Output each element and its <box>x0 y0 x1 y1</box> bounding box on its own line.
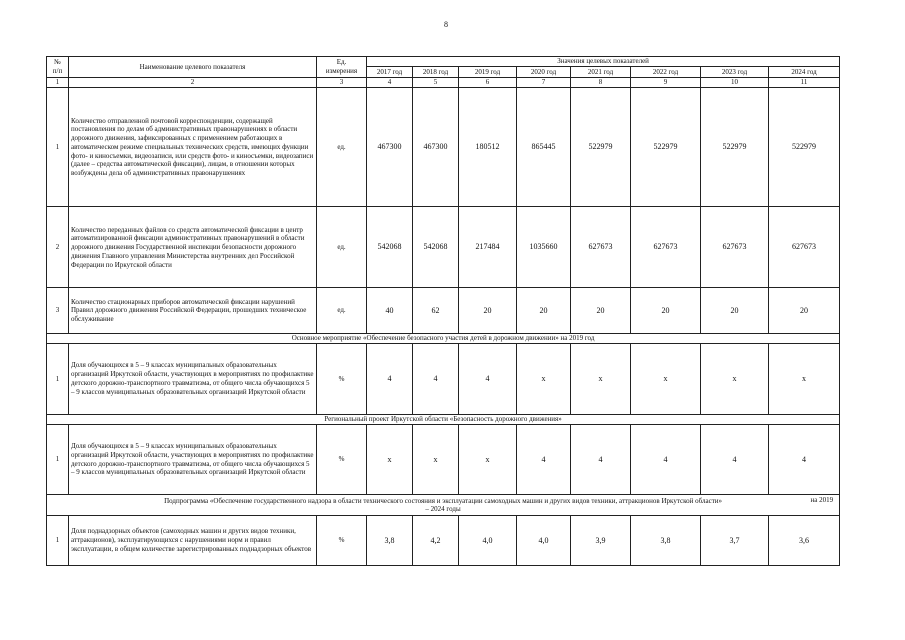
header-unit-text: Ед. <box>336 58 347 67</box>
value-cell: 20 <box>571 288 631 334</box>
value-cell: 522979 <box>769 88 840 207</box>
value-cell: 20 <box>631 288 701 334</box>
table-row <box>47 516 840 566</box>
indicator-name: Количество переданных файлов со средств автоматической фиксации в центр автоматизированной фиксации административных правонарушений в области дорожного движения Государственной инспекции безопасности дорожного движения Главного управления Министерства внутренних дел Российской Федерации по Иркутской области <box>69 207 317 288</box>
indicator-name: Доля поднадзорных объектов (самоходных машин и других видов техники, аттракционов), эксплуатирующихся с нарушениями норм и правил эксплуатации, в общем количестве зарегистрированных поднадзорных объектов <box>69 516 317 566</box>
value-cell: 3,8 <box>631 516 701 566</box>
col-number: 7 <box>517 77 571 87</box>
value-cell: 217484 <box>459 207 517 288</box>
value-cell: х <box>413 424 459 495</box>
subprogram-title-line1: Подпрограмма «Обеспечение государственного надзора в области технического состояния и эксплуатации самоходных машин и других видов техники, аттракционов Иркутской области» <box>164 496 723 505</box>
value-cell: 627673 <box>769 207 840 288</box>
indicator-name: Доля обучающихся в 5 – 9 классах муниципальных образовательных организаций Иркутской области, участвующих в мероприятиях по профилактике детского дорожно-транспортного травматизма, от общего числа обучающихся 5 – 9 классов муниципальных образовательных организаций Иркутской области <box>69 344 317 415</box>
header-values-title: Значения целевых показателей <box>367 57 840 67</box>
value-cell: 40 <box>367 288 413 334</box>
header-no <box>47 57 69 78</box>
value-cell: 627673 <box>631 207 701 288</box>
header-year: 2022 год <box>631 67 701 77</box>
unit-cell: ед. <box>317 207 367 288</box>
col-number: 1 <box>47 77 69 87</box>
row-number: 1 <box>47 88 69 207</box>
value-cell: 865445 <box>517 88 571 207</box>
indicator-name: Количество стационарных приборов автоматической фиксации нарушений Правил дорожного движения Российской Федерации, прошедших техническое обслуживание <box>69 288 317 334</box>
col-number: 9 <box>631 77 701 87</box>
table-row <box>47 207 840 288</box>
value-cell: 3,7 <box>701 516 769 566</box>
row-number: 2 <box>47 207 69 288</box>
value-cell: 20 <box>769 288 840 334</box>
indicator-name: Количество отправленной почтовой корреспонденции, содержащей постановления по делам об административных правонарушениях в области дорожного движения, зафиксированных с применением работающих в автоматическом режиме специальных технических средств, имеющих функции фото- и киносъемки, видеозаписи, или средств фото- и киносъемки, видеозаписи (далее – средства автоматической фиксации), лицам, в отношении которых возбуждены дела об административных правонарушениях <box>69 88 317 207</box>
value-cell: х <box>769 344 840 415</box>
header-indicator-name: Наименование целевого показателя <box>69 57 317 78</box>
value-cell: 4,0 <box>459 516 517 566</box>
header-year: 2017 год <box>367 67 413 77</box>
value-cell: 467300 <box>413 88 459 207</box>
unit-cell: ед. <box>317 288 367 334</box>
value-cell: х <box>631 344 701 415</box>
subprogram-title-line2: – 2024 годы <box>425 505 461 514</box>
value-cell: 62 <box>413 288 459 334</box>
row-number: 1 <box>47 344 69 415</box>
value-cell: 1035660 <box>517 207 571 288</box>
value-cell: 4 <box>413 344 459 415</box>
table-row <box>47 88 840 207</box>
value-cell: х <box>571 344 631 415</box>
table-row <box>47 344 840 415</box>
value-cell: 4 <box>571 424 631 495</box>
value-cell: 542068 <box>367 207 413 288</box>
value-cell: 522979 <box>701 88 769 207</box>
value-cell: 4,2 <box>413 516 459 566</box>
value-cell: 467300 <box>367 88 413 207</box>
value-cell: 4 <box>769 424 840 495</box>
unit-cell: % <box>317 516 367 566</box>
col-number: 10 <box>701 77 769 87</box>
header-year: 2020 год <box>517 67 571 77</box>
section-title: Основное мероприятие «Обеспечение безопасного участия детей в дорожном движении» на 2019 год <box>47 334 840 344</box>
row-number: 1 <box>47 424 69 495</box>
col-number: 11 <box>769 77 840 87</box>
value-cell: 627673 <box>701 207 769 288</box>
table-row <box>47 288 840 334</box>
value-cell: 522979 <box>571 88 631 207</box>
row-number: 3 <box>47 288 69 334</box>
section-title: Региональный проект Иркутской области «Безопасность дорожного движения» <box>47 414 840 424</box>
value-cell: 4 <box>459 344 517 415</box>
value-cell: 522979 <box>631 88 701 207</box>
value-cell: 4 <box>367 344 413 415</box>
value-cell: 627673 <box>571 207 631 288</box>
header-year: 2018 год <box>413 67 459 77</box>
unit-cell: % <box>317 424 367 495</box>
value-cell: 4,0 <box>517 516 571 566</box>
subprogram-title-tail: на 2019 <box>810 496 834 505</box>
col-number: 4 <box>367 77 413 87</box>
unit-cell: ед. <box>317 88 367 207</box>
value-cell: 20 <box>701 288 769 334</box>
value-cell: 4 <box>631 424 701 495</box>
unit-cell: % <box>317 344 367 415</box>
value-cell: 4 <box>517 424 571 495</box>
value-cell: х <box>367 424 413 495</box>
value-cell: х <box>517 344 571 415</box>
value-cell: 4 <box>701 424 769 495</box>
value-cell: 180512 <box>459 88 517 207</box>
header-year: 2019 год <box>459 67 517 77</box>
col-number: 5 <box>413 77 459 87</box>
value-cell: 3,8 <box>367 516 413 566</box>
page-number: 8 <box>444 20 448 29</box>
value-cell: х <box>459 424 517 495</box>
header-year: 2021 год <box>571 67 631 77</box>
header-year: 2024 год <box>769 67 840 77</box>
value-cell: 20 <box>459 288 517 334</box>
col-number: 3 <box>317 77 367 87</box>
value-cell: 542068 <box>413 207 459 288</box>
col-number: 6 <box>459 77 517 87</box>
header-no-text: № <box>54 58 61 67</box>
value-cell: х <box>701 344 769 415</box>
indicator-name: Доля обучающихся в 5 – 9 классах муниципальных образовательных организаций Иркутской области, участвующих в мероприятиях по профилактике детского дорожно-транспортного травматизма, от общего числа обучающихся 5 – 9 классов муниципальных образовательных организаций Иркутской области <box>69 424 317 495</box>
header-year: 2023 год <box>701 67 769 77</box>
header-unit <box>317 57 367 78</box>
subprogram-title <box>47 495 840 516</box>
col-number: 8 <box>571 77 631 87</box>
header-unit2-text: измерения <box>325 66 358 75</box>
col-number: 2 <box>69 77 317 87</box>
table-row <box>47 424 840 495</box>
row-number: 1 <box>47 516 69 566</box>
header-no2-text: п/п <box>52 66 63 75</box>
value-cell: 3,9 <box>571 516 631 566</box>
value-cell: 20 <box>517 288 571 334</box>
value-cell: 3,6 <box>769 516 840 566</box>
target-indicators-table <box>46 56 840 566</box>
